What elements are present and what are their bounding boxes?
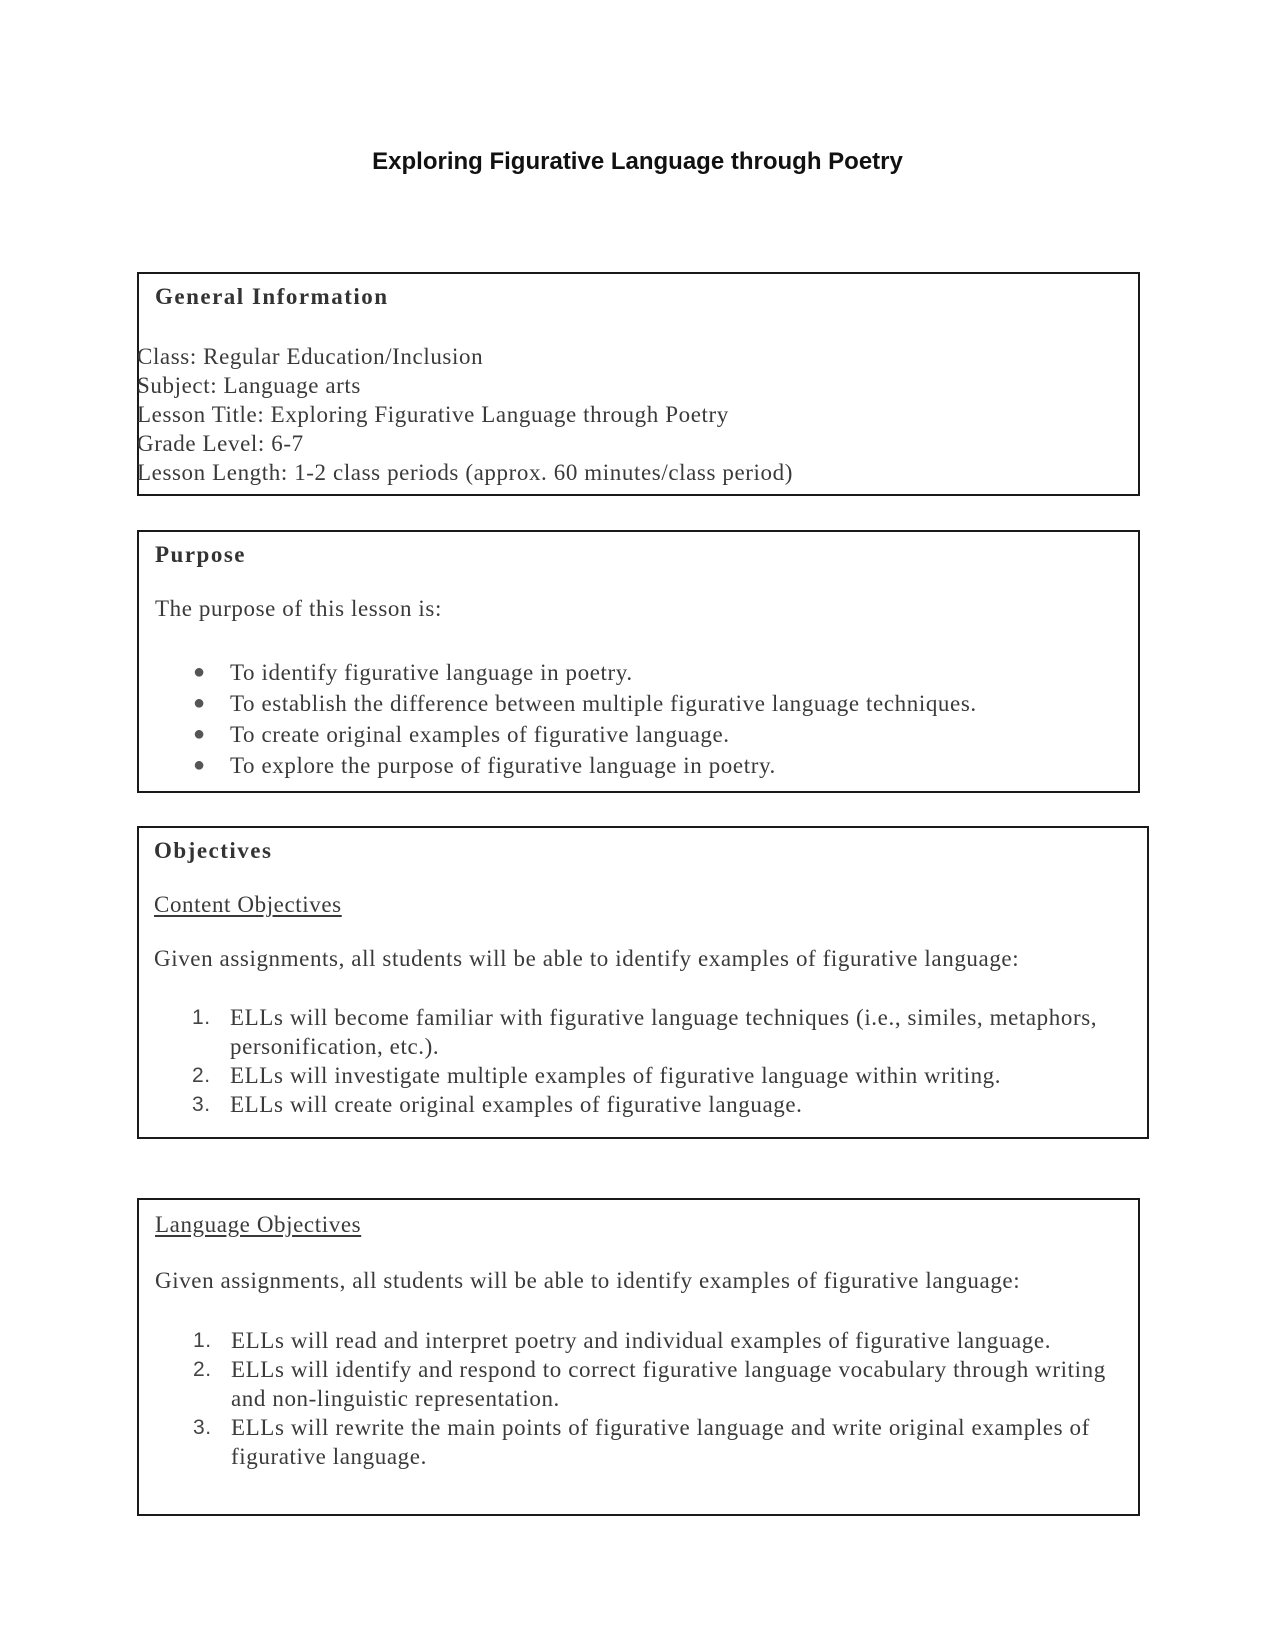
list-item (155, 657, 977, 688)
purpose-list (155, 657, 977, 781)
language-objectives-list (155, 1326, 1115, 1471)
bullet-icon: ● (193, 754, 206, 776)
purpose-item-text: To establish the difference between multiple figurative language techniques. (230, 691, 977, 716)
list-item (154, 1061, 1114, 1090)
objective-text: ELLs will read and interpret poetry and individual examples of figurative language. (231, 1328, 1052, 1353)
objective-text: ELLs will become familiar with figurative language techniques (i.e., similes, metaphors, personification, etc.). (230, 1005, 1098, 1059)
item-number: 3. (192, 1093, 211, 1116)
purpose-item-text: To create original examples of figurative language. (230, 722, 730, 747)
content-objectives-subheading: Content Objectives (154, 892, 342, 917)
lesson-length-line: Lesson Length: 1-2 class periods (approx. 60 minutes/class period) (137, 460, 793, 485)
item-number: 2. (193, 1358, 212, 1381)
language-objectives-intro: Given assignments, all students will be able to identify examples of figurative language: (155, 1268, 1021, 1293)
item-number: 1. (192, 1006, 211, 1029)
objective-text: ELLs will identify and respond to correct figurative language vocabulary through writing and non-linguistic representation. (231, 1357, 1106, 1411)
objectives-heading: Objectives (154, 838, 273, 863)
purpose-item-text: To identify figurative language in poetry. (230, 660, 633, 685)
purpose-section (137, 530, 1140, 793)
content-objectives-intro: Given assignments, all students will be able to identify examples of figurative language: (154, 946, 1020, 971)
item-number: 3. (193, 1416, 212, 1439)
subject-line: Subject: Language arts (137, 373, 361, 398)
list-item (154, 1003, 1114, 1061)
list-item (154, 1090, 1114, 1119)
grade-level-line: Grade Level: 6-7 (137, 431, 304, 456)
objective-text: ELLs will rewrite the main points of figurative language and write original examples of figurative language. (231, 1415, 1090, 1469)
bullet-icon: ● (193, 723, 206, 745)
language-objectives-subheading: Language Objectives (155, 1212, 362, 1237)
general-information-heading: General Information (155, 284, 389, 309)
general-information-lines (137, 342, 793, 487)
list-item (155, 719, 977, 750)
objectives-section (137, 826, 1149, 1139)
item-number: 2. (192, 1064, 211, 1087)
objective-text: ELLs will investigate multiple examples of figurative language within writing. (230, 1063, 1002, 1088)
document-title: Exploring Figurative Language through Poetry (372, 148, 903, 175)
item-number: 1. (193, 1329, 212, 1352)
objective-text: ELLs will create original examples of figurative language. (230, 1092, 803, 1117)
bullet-icon: ● (193, 661, 206, 683)
purpose-intro: The purpose of this lesson is: (155, 596, 442, 621)
list-item (155, 1413, 1115, 1471)
bullet-icon: ● (193, 692, 206, 714)
purpose-item-text: To explore the purpose of figurative language in poetry. (230, 753, 776, 778)
general-information-section (137, 272, 1140, 496)
content-objectives-list (154, 1003, 1114, 1119)
list-item (155, 1355, 1115, 1413)
language-objectives-section (137, 1198, 1140, 1516)
list-item (155, 1326, 1115, 1355)
list-item (155, 688, 977, 719)
class-line: Class: Regular Education/Inclusion (137, 344, 484, 369)
lesson-title-line: Lesson Title: Exploring Figurative Language through Poetry (137, 402, 729, 427)
purpose-heading: Purpose (155, 542, 246, 567)
list-item (155, 750, 977, 781)
